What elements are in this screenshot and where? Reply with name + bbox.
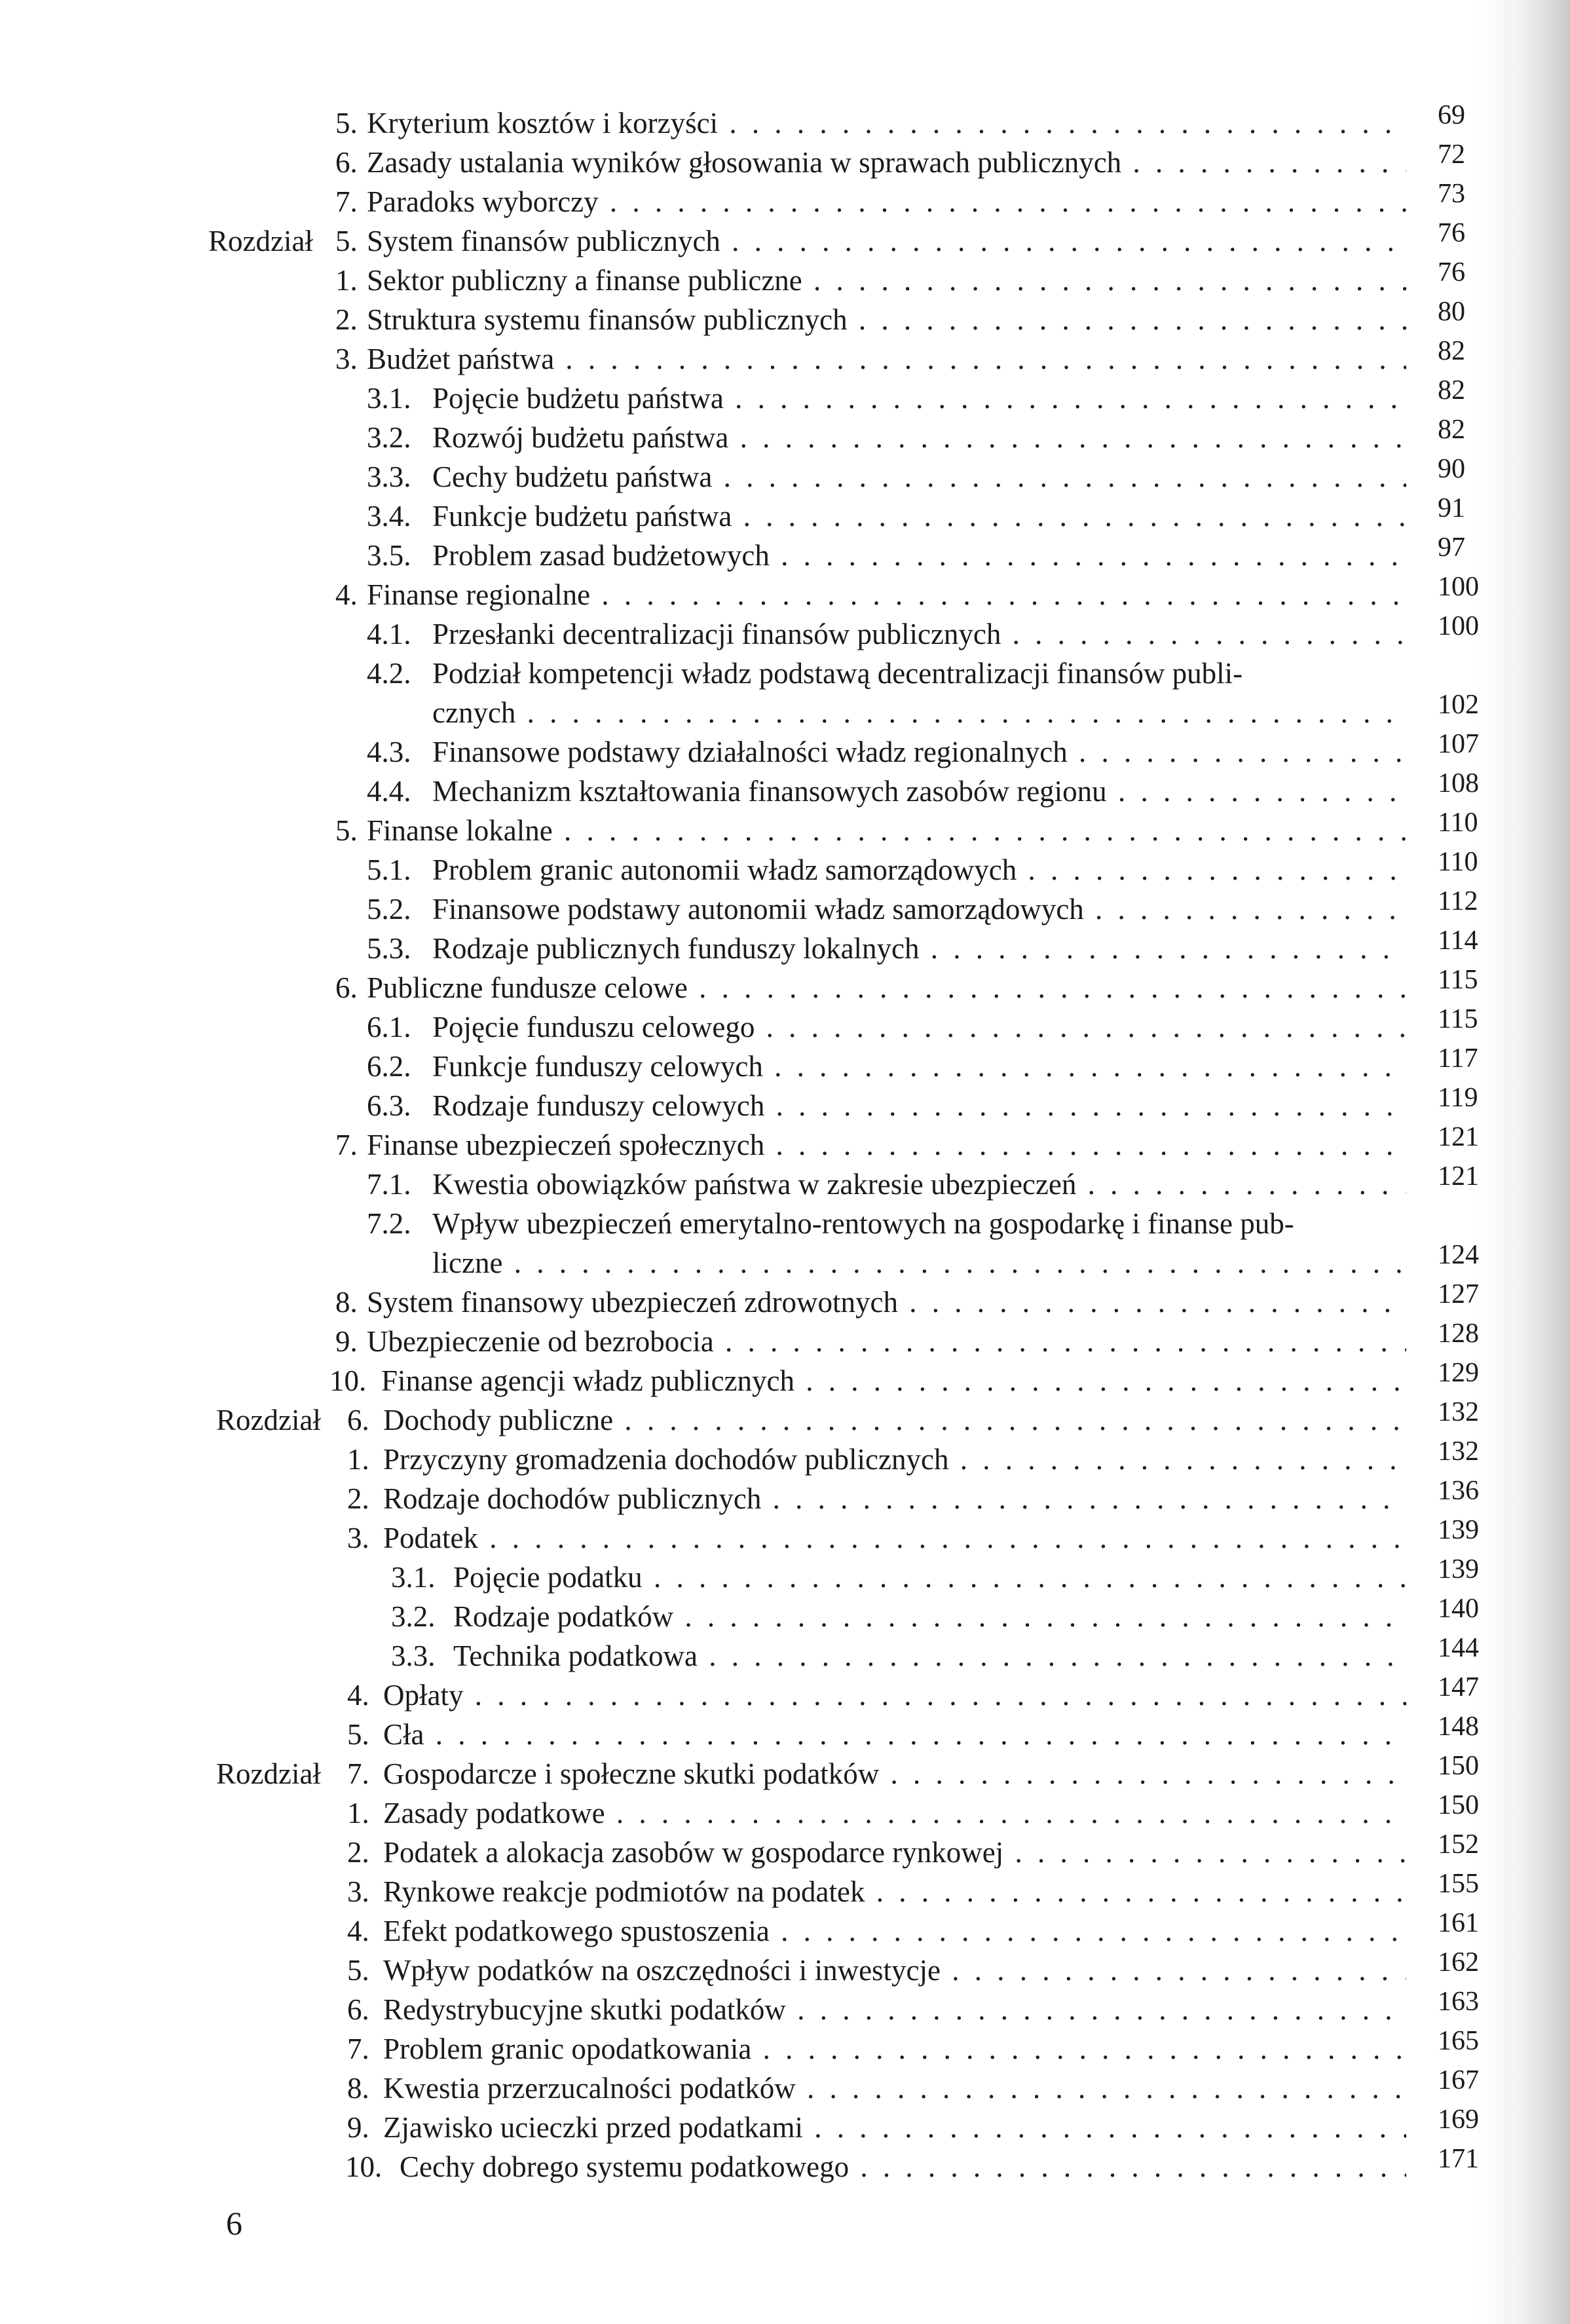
toc-entry xyxy=(0,611,1570,654)
entry-number: 4.1. xyxy=(367,618,411,650)
entry-number: 1. xyxy=(347,1443,369,1476)
entry-number: 2. xyxy=(347,1482,369,1515)
entry-number: 6.2. xyxy=(367,1050,411,1083)
entry-number: 5.3. xyxy=(367,932,411,965)
entry-title-line xyxy=(383,1479,1406,1518)
entry-title: Rodzaje funduszy celowych xyxy=(432,1089,765,1122)
entry-number: 5. xyxy=(347,1954,369,1987)
entry-title-line xyxy=(453,1597,1406,1636)
toc-entry xyxy=(0,926,1570,968)
entry-title: Zjawisko ucieczki przed podatkami xyxy=(383,2111,804,2144)
page-ref: 115 xyxy=(1438,965,1478,995)
entry-title: Zasady podatkowe xyxy=(383,1797,605,1829)
chapter-heading xyxy=(0,1397,1570,1440)
entry-number: 9. xyxy=(335,1325,358,1358)
entry-number: 6. xyxy=(335,971,358,1004)
entry-title: Finansowe podstawy autonomii władz samorządowych xyxy=(432,893,1084,926)
entry-title-line xyxy=(367,300,1406,339)
entry-title-line xyxy=(367,103,1406,143)
entry-number: 4.2. xyxy=(367,657,411,690)
page-ref: 91 xyxy=(1438,493,1465,523)
page-ref: 147 xyxy=(1438,1672,1479,1702)
page-ref: 119 xyxy=(1438,1083,1478,1113)
toc-entry xyxy=(0,533,1570,575)
entry-title-line xyxy=(432,732,1406,772)
entry-number: 6. xyxy=(335,146,358,179)
toc-entry xyxy=(0,1083,1570,1125)
page-ref: 163 xyxy=(1438,1987,1479,2017)
entry-title-line xyxy=(432,890,1406,929)
entry-title: Kwestia przerzucalności podatków xyxy=(383,2072,796,2105)
toc-entry xyxy=(0,1790,1570,1833)
page-ref: 161 xyxy=(1438,1908,1479,1938)
toc-entry xyxy=(0,768,1570,811)
toc-entry xyxy=(0,1712,1570,1754)
entry-title-line xyxy=(383,1715,1406,1754)
entry-title-line xyxy=(432,614,1406,654)
toc-entry xyxy=(0,257,1570,300)
entry-number: 6. xyxy=(347,1404,369,1436)
toc-entry xyxy=(0,1908,1570,1951)
toc-entry xyxy=(0,2105,1570,2147)
entry-title-line xyxy=(432,654,1406,693)
page-ref: 165 xyxy=(1438,2026,1479,2056)
entry-number: 1. xyxy=(335,264,358,297)
entry-number: 8. xyxy=(335,1286,358,1319)
toc-entry xyxy=(0,729,1570,772)
toc-entry xyxy=(0,965,1570,1007)
page-ref: 69 xyxy=(1438,100,1465,130)
entry-number: 3.4. xyxy=(367,500,411,533)
entry-title-line xyxy=(432,1165,1406,1204)
entry-title: Rodzaje publicznych funduszy lokalnych xyxy=(432,932,920,965)
page-ref: 117 xyxy=(1438,1043,1478,1074)
entry-title-line xyxy=(432,457,1406,497)
entry-title-line xyxy=(383,1911,1406,1951)
page-ref: 72 xyxy=(1438,140,1465,170)
entry-title-line xyxy=(432,536,1406,575)
entry-title-line xyxy=(383,1440,1406,1479)
toc-entry xyxy=(0,1515,1570,1558)
page-ref: 80 xyxy=(1438,297,1465,327)
entry-title-line xyxy=(383,1400,1406,1440)
entry-title: Sektor publiczny a finanse publiczne xyxy=(367,264,802,297)
entry-title-line xyxy=(367,1125,1406,1165)
entry-number: 6.1. xyxy=(367,1011,411,1043)
entry-number: 7. xyxy=(335,185,358,218)
entry-title-line xyxy=(383,1872,1406,1911)
entry-number: 7.2. xyxy=(367,1207,411,1240)
entry-title: Pojęcie podatku xyxy=(453,1561,643,1594)
entry-title-line xyxy=(400,2147,1406,2186)
toc-entry xyxy=(0,140,1570,182)
entry-title: Podatek a alokacja zasobów w gospodarce rynkowej xyxy=(383,1836,1004,1869)
entry-title-line xyxy=(367,811,1406,850)
chapter-label: Rozdział xyxy=(208,225,313,257)
entry-number: 2. xyxy=(335,303,358,336)
entry-title: Rozwój budżetu państwa xyxy=(432,421,729,454)
entry-title-line xyxy=(383,1518,1406,1558)
entry-title: Zasady ustalania wyników głosowania w sprawach publicznych xyxy=(367,146,1122,179)
toc-entry xyxy=(0,1869,1570,1911)
entry-number: 4.4. xyxy=(367,775,411,808)
page-ref: 144 xyxy=(1438,1633,1479,1663)
entry-title: cznych xyxy=(432,696,516,729)
entry-title-line xyxy=(432,772,1406,811)
page-number: 6 xyxy=(226,2205,242,2241)
entry-title: Redystrybucyjne skutki podatków xyxy=(383,1993,786,2026)
entry-title-line xyxy=(367,968,1406,1007)
entry-number: 5. xyxy=(335,814,358,847)
toc-entry xyxy=(0,1947,1570,1990)
entry-title: Cechy dobrego systemu podatkowego xyxy=(400,2150,850,2183)
toc-entry xyxy=(0,1161,1570,1204)
entry-number: 8. xyxy=(347,2072,369,2105)
entry-number: 7.1. xyxy=(367,1168,411,1201)
entry-title: Finanse ubezpieczeń społecznych xyxy=(367,1129,765,1161)
entry-number: 10. xyxy=(345,2150,383,2183)
page-ref: 76 xyxy=(1438,218,1465,248)
entry-title-line xyxy=(383,1676,1406,1715)
entry-title-line xyxy=(432,497,1406,536)
page-ref: 132 xyxy=(1438,1436,1479,1467)
entry-title: Rodzaje dochodów publicznych xyxy=(383,1482,762,1515)
entry-number: 5.1. xyxy=(367,853,411,886)
entry-title: Rodzaje podatków xyxy=(453,1600,674,1633)
entry-number: 3. xyxy=(347,1522,369,1554)
toc-entry xyxy=(0,1319,1570,1361)
entry-number: 3.1. xyxy=(391,1561,436,1594)
page-ref: 114 xyxy=(1438,926,1478,956)
entry-title-line xyxy=(367,261,1406,300)
toc-entry xyxy=(0,100,1570,143)
page-ref: 110 xyxy=(1438,808,1478,838)
page-ref: 167 xyxy=(1438,2065,1479,2095)
toc-entry xyxy=(0,1204,1570,1243)
entry-title-line xyxy=(383,1754,1406,1793)
entry-title-line xyxy=(367,1283,1406,1322)
entry-title: Gospodarcze i społeczne skutki podatków xyxy=(383,1757,880,1790)
entry-title: Podatek xyxy=(383,1522,478,1554)
page-ref: 152 xyxy=(1438,1829,1479,1860)
entry-title-line xyxy=(383,2108,1406,2147)
toc-entry xyxy=(0,1829,1570,1872)
entry-title: Rynkowe reakcje podmiotów na podatek xyxy=(383,1875,865,1908)
entry-title: Wpływ podatków na oszczędności i inwestycje xyxy=(383,1954,941,1987)
page-ref: 115 xyxy=(1438,1004,1478,1034)
entry-title: Funkcje budżetu państwa xyxy=(432,500,732,533)
toc-entry xyxy=(0,415,1570,457)
page-ref: 112 xyxy=(1438,886,1478,916)
toc-entry xyxy=(0,1987,1570,2029)
entry-title: liczne xyxy=(432,1246,503,1279)
toc-entry xyxy=(0,690,1570,732)
entry-title-line xyxy=(367,339,1406,379)
entry-title: Podział kompetencji władz podstawą decentralizacji finansów publi- xyxy=(432,657,1243,690)
page-ref: 128 xyxy=(1438,1319,1479,1349)
page-ref: 132 xyxy=(1438,1397,1479,1427)
entry-title-line xyxy=(367,182,1406,221)
entry-title-line xyxy=(383,2029,1406,2069)
toc-entry xyxy=(0,1672,1570,1715)
toc-entry xyxy=(0,179,1570,221)
entry-title-line xyxy=(381,1361,1406,1400)
entry-number: 1. xyxy=(347,1797,369,1829)
page-ref: 124 xyxy=(1438,1240,1479,1270)
entry-title-line xyxy=(383,1793,1406,1833)
toc-entry xyxy=(0,2065,1570,2108)
toc-entry xyxy=(0,2144,1570,2186)
page-ref: 102 xyxy=(1438,690,1479,720)
entry-number: 7. xyxy=(335,1129,358,1161)
toc-entry xyxy=(0,1279,1570,1322)
toc-entry xyxy=(0,1633,1570,1676)
entry-title-line xyxy=(432,379,1406,418)
entry-number: 3.3. xyxy=(367,460,411,493)
entry-number: 4.3. xyxy=(367,736,411,768)
entry-title-line xyxy=(432,1243,1406,1283)
entry-number: 3. xyxy=(335,343,358,375)
entry-number: 6. xyxy=(347,1993,369,2026)
entry-title: Finanse lokalne xyxy=(367,814,553,847)
entry-title-line xyxy=(432,1086,1406,1125)
entry-title: Struktura systemu finansów publicznych xyxy=(367,303,848,336)
entry-number: 4. xyxy=(335,578,358,611)
entry-number: 3.2. xyxy=(391,1600,436,1633)
entry-title: Wpływ ubezpieczeń emerytalno-rentowych na gospodarkę i finanse pub- xyxy=(432,1207,1294,1240)
entry-number: 10. xyxy=(329,1364,367,1397)
toc-entry xyxy=(0,654,1570,693)
page-ref: 100 xyxy=(1438,611,1479,641)
entry-title: Finanse agencji władz publicznych xyxy=(381,1364,795,1397)
chapter-heading xyxy=(0,1751,1570,1793)
entry-title: Ubezpieczenie od bezrobocia xyxy=(367,1325,714,1358)
entry-title-line xyxy=(432,1204,1406,1243)
toc-entry xyxy=(0,297,1570,339)
entry-title: System finansów publicznych xyxy=(367,225,720,257)
entry-title-line xyxy=(453,1636,1406,1676)
entry-title-line xyxy=(383,2069,1406,2108)
entry-title-line xyxy=(367,143,1406,182)
entry-title-line xyxy=(432,418,1406,457)
page-ref: 82 xyxy=(1438,336,1465,366)
toc-entry xyxy=(0,1240,1570,1283)
entry-title: Kryterium kosztów i korzyści xyxy=(367,107,719,140)
entry-title-line xyxy=(383,1833,1406,1872)
page-ref: 155 xyxy=(1438,1869,1479,1899)
page-ref: 171 xyxy=(1438,2144,1479,2174)
entry-number: 5. xyxy=(335,107,358,140)
toc-entry xyxy=(0,847,1570,890)
entry-title: Paradoks wyborczy xyxy=(367,185,599,218)
entry-number: 3.5. xyxy=(367,539,411,572)
entry-title-line xyxy=(432,1047,1406,1086)
toc-entry xyxy=(0,1122,1570,1165)
entry-title-line xyxy=(367,1322,1406,1361)
entry-number: 3.1. xyxy=(367,382,411,415)
page-ref: 127 xyxy=(1438,1279,1479,1309)
entry-title-line xyxy=(367,575,1406,614)
toc-entry xyxy=(0,1358,1570,1400)
entry-title: Funkcje funduszy celowych xyxy=(432,1050,763,1083)
entry-title: Przesłanki decentralizacji finansów publicznych xyxy=(432,618,1001,650)
page-ref: 140 xyxy=(1438,1594,1479,1624)
page-ref: 73 xyxy=(1438,179,1465,209)
toc-entry xyxy=(0,1436,1570,1479)
page-ref: 110 xyxy=(1438,847,1478,877)
entry-title-line xyxy=(453,1558,1406,1597)
entry-title-line xyxy=(432,929,1406,968)
entry-title: Problem granic autonomii władz samorządowych xyxy=(432,853,1017,886)
toc-entry xyxy=(0,1004,1570,1047)
entry-title: System finansowy ubezpieczeń zdrowotnych xyxy=(367,1286,899,1319)
entry-title-line xyxy=(432,1007,1406,1047)
page-ref: 136 xyxy=(1438,1476,1479,1506)
page-ref: 162 xyxy=(1438,1947,1479,1977)
page-ref: 90 xyxy=(1438,454,1465,484)
entry-title: Finansowe podstawy działalności władz regionalnych xyxy=(432,736,1068,768)
entry-number: 4. xyxy=(347,1915,369,1947)
page-ref: 148 xyxy=(1438,1712,1479,1742)
entry-title: Cła xyxy=(383,1718,424,1751)
toc-entry xyxy=(0,1554,1570,1597)
entry-number: 4. xyxy=(347,1679,369,1712)
page-ref: 100 xyxy=(1438,572,1479,602)
toc-entry xyxy=(0,493,1570,536)
toc-entry xyxy=(0,1594,1570,1636)
entry-number: 5. xyxy=(347,1718,369,1751)
entry-title: Opłaty xyxy=(383,1679,464,1712)
entry-number: 3.3. xyxy=(391,1640,436,1672)
entry-title: Dochody publiczne xyxy=(383,1404,614,1436)
entry-title: Problem zasad budżetowych xyxy=(432,539,770,572)
page-ref: 150 xyxy=(1438,1790,1479,1820)
toc-entry xyxy=(0,1043,1570,1086)
toc-entry xyxy=(0,454,1570,497)
page-ref: 121 xyxy=(1438,1161,1479,1191)
toc-entry xyxy=(0,808,1570,850)
page-ref: 121 xyxy=(1438,1122,1479,1152)
entry-title: Publiczne fundusze celowe xyxy=(367,971,688,1004)
page-ref: 76 xyxy=(1438,257,1465,288)
entry-number: 9. xyxy=(347,2111,369,2144)
entry-number: 5. xyxy=(335,225,358,257)
page-ref: 107 xyxy=(1438,729,1479,759)
entry-title: Finanse regionalne xyxy=(367,578,591,611)
page-ref: 139 xyxy=(1438,1515,1479,1545)
toc-entry xyxy=(0,375,1570,418)
entry-title: Technika podatkowa xyxy=(453,1640,698,1672)
entry-number: 6.3. xyxy=(367,1089,411,1122)
page-ref: 169 xyxy=(1438,2105,1479,2135)
chapter-label: Rozdział xyxy=(216,1757,321,1790)
chapter-label: Rozdział xyxy=(216,1404,321,1436)
entry-number: 3. xyxy=(347,1875,369,1908)
entry-title-line xyxy=(383,1951,1406,1990)
entry-title: Budżet państwa xyxy=(367,343,555,375)
entry-title: Pojęcie budżetu państwa xyxy=(432,382,724,415)
chapter-heading xyxy=(0,218,1570,261)
entry-title-line xyxy=(432,850,1406,890)
entry-title-line xyxy=(432,693,1406,732)
page-ref: 139 xyxy=(1438,1554,1479,1584)
entry-title: Cechy budżetu państwa xyxy=(432,460,713,493)
entry-title: Przyczyny gromadzenia dochodów publicznych xyxy=(383,1443,949,1476)
entry-title: Mechanizm kształtowania finansowych zasobów regionu xyxy=(432,775,1107,808)
page-ref: 129 xyxy=(1438,1358,1479,1388)
entry-number: 3.2. xyxy=(367,421,411,454)
toc-entry xyxy=(0,886,1570,929)
toc-entry xyxy=(0,572,1570,614)
entry-number: 7. xyxy=(347,2033,369,2065)
toc-entry xyxy=(0,336,1570,379)
entry-title: Kwestia obowiązków państwa w zakresie ubezpieczeń xyxy=(432,1168,1077,1201)
page-ref: 82 xyxy=(1438,415,1465,445)
toc-entry xyxy=(0,2026,1570,2069)
entry-number: 2. xyxy=(347,1836,369,1869)
page-ref: 108 xyxy=(1438,768,1479,798)
toc-entry xyxy=(0,1476,1570,1518)
entry-title: Efekt podatkowego spustoszenia xyxy=(383,1915,770,1947)
entry-title-line xyxy=(367,221,1406,261)
page-ref: 150 xyxy=(1438,1751,1479,1781)
entry-number: 7. xyxy=(347,1757,369,1790)
page-ref: 97 xyxy=(1438,533,1465,563)
page-ref: 82 xyxy=(1438,375,1465,405)
entry-number: 5.2. xyxy=(367,893,411,926)
entry-title-line xyxy=(383,1990,1406,2029)
entry-title: Problem granic opodatkowania xyxy=(383,2033,752,2065)
entry-title: Pojęcie funduszu celowego xyxy=(432,1011,755,1043)
